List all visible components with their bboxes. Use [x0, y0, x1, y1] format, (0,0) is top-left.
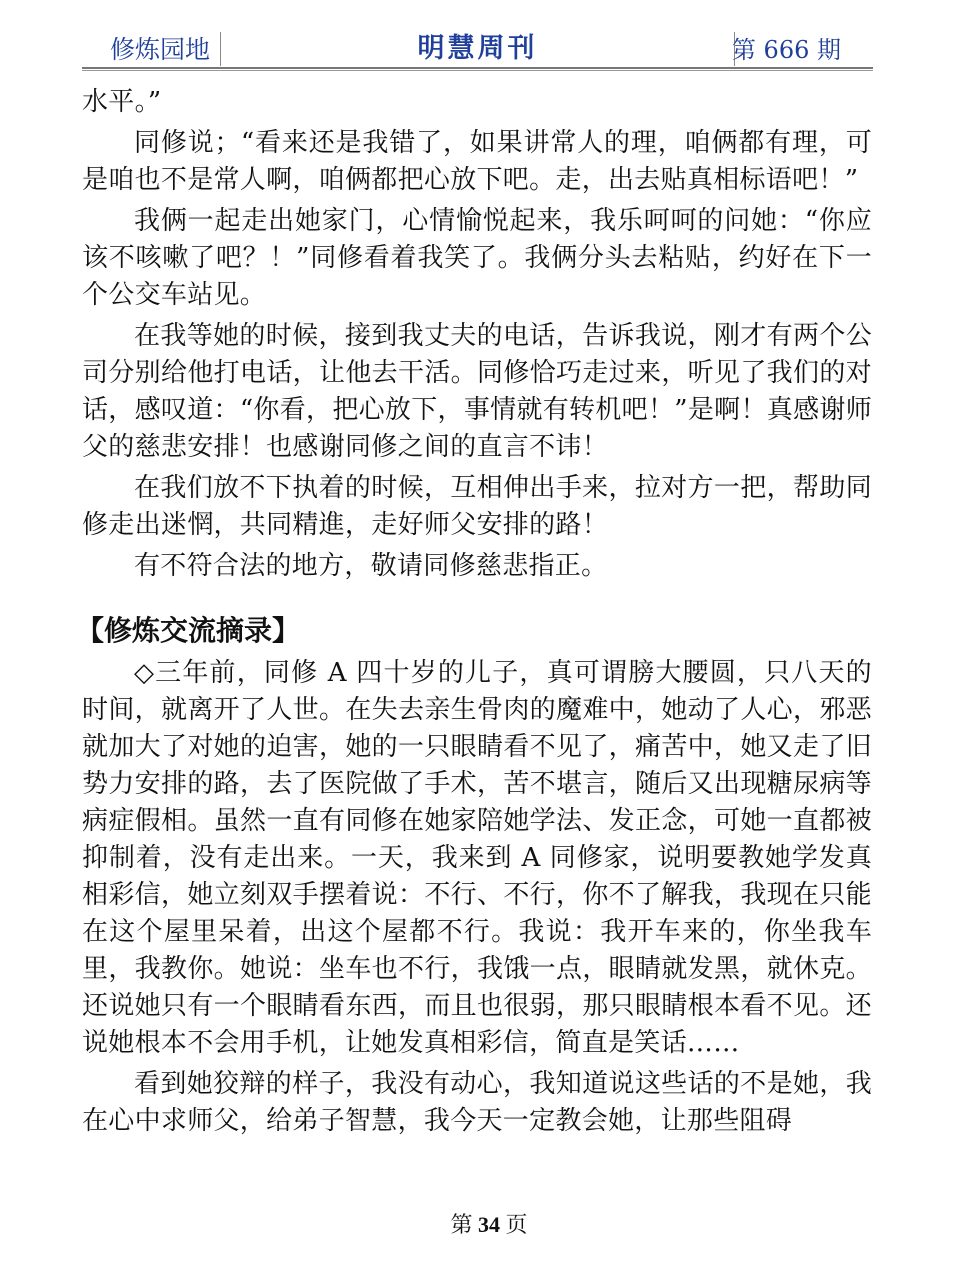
paragraph: 有不符合法的地方，敬请同修慈悲指正。 [134, 551, 608, 581]
paragraph: 在我等她的时候，接到我丈夫的电话，告诉我说，刚才有两个公司分别给他打电话，让他去干活。同修恰巧走过来，听见了我们的对话，感叹道：“你看，把心放下，事情就有转机吧！”是啊！真感谢师父的慈悲安排！也感谢同修之间的直言不讳！ [82, 321, 872, 462]
header-rule-thin [82, 70, 873, 71]
paragraph: ◇三年前，同修 A 四十岁的儿子，真可谓膀大腰圆，只八天的时间，就离开了人世。在失去亲生骨肉的魔难中，她动了人心，邪恶就加大了对她的迫害，她的一只眼睛看不见了，痛苦中，她又走了旧势力安排的路，去了医院做了手术，苦不堪言，随后又出现糖尿病等病症假相。虽然一直有同修在她家陪她学法、发正念，可她一直都被抑制着，没有走出来。一天，我来到 A 同修家，说明要教她学发真相彩信，她立刻双手摆着说：不行、不行，你不了解我，我现在只能在这个屋里呆着，出这个屋都不行。我说：我开车来的，你坐我车里，我教你。她说：坐车也不行，我饿一点，眼睛就发黑，就休克。还说她只有一个眼睛看东西，而且也很弱，那只眼睛根本看不见。还说她根本不会用手机，让她发真相彩信，简直是笑话…… [82, 658, 872, 1058]
page-number-suffix: 页 [505, 1212, 528, 1237]
paragraph: 在我们放不下执着的时候，互相伸出手来，拉对方一把，帮助同修走出迷惘，共同精進，走好师父安排的路！ [82, 473, 872, 540]
paragraph: 我俩一起走出她家门，心情愉悦起来，我乐呵呵的问她：“你应该不咳嗽了吧？！”同修看着我笑了。我俩分头去粘贴，约好在下一个公交车站见。 [82, 206, 872, 310]
page-number-prefix: 第 [450, 1212, 473, 1237]
paragraph: 看到她狡辩的样子，我没有动心，我知道说这些话的不是她，我在心中求师父，给弟子智慧，我今天一定教会她，让那些阻碍 [82, 1069, 872, 1136]
page-number: 34 [478, 1212, 500, 1237]
section-heading: 【修炼交流摘录】 [76, 614, 301, 647]
header-issue-number: 第 666 期 [731, 36, 841, 64]
page-header [82, 22, 873, 68]
header-rule [82, 67, 873, 69]
header-publication-title: 明慧周刊 [417, 33, 538, 64]
paragraph: 同修说；“看来还是我错了，如果讲常人的理，咱俩都有理，可是咱也不是常人啊，咱俩都把心放下吧。走，出去贴真相标语吧！” [82, 128, 872, 195]
header-section-name: 修炼园地 [110, 35, 211, 64]
paragraph: 水平。” [82, 87, 162, 117]
article-body [76, 84, 872, 1144]
page-footer [0, 1208, 978, 1239]
